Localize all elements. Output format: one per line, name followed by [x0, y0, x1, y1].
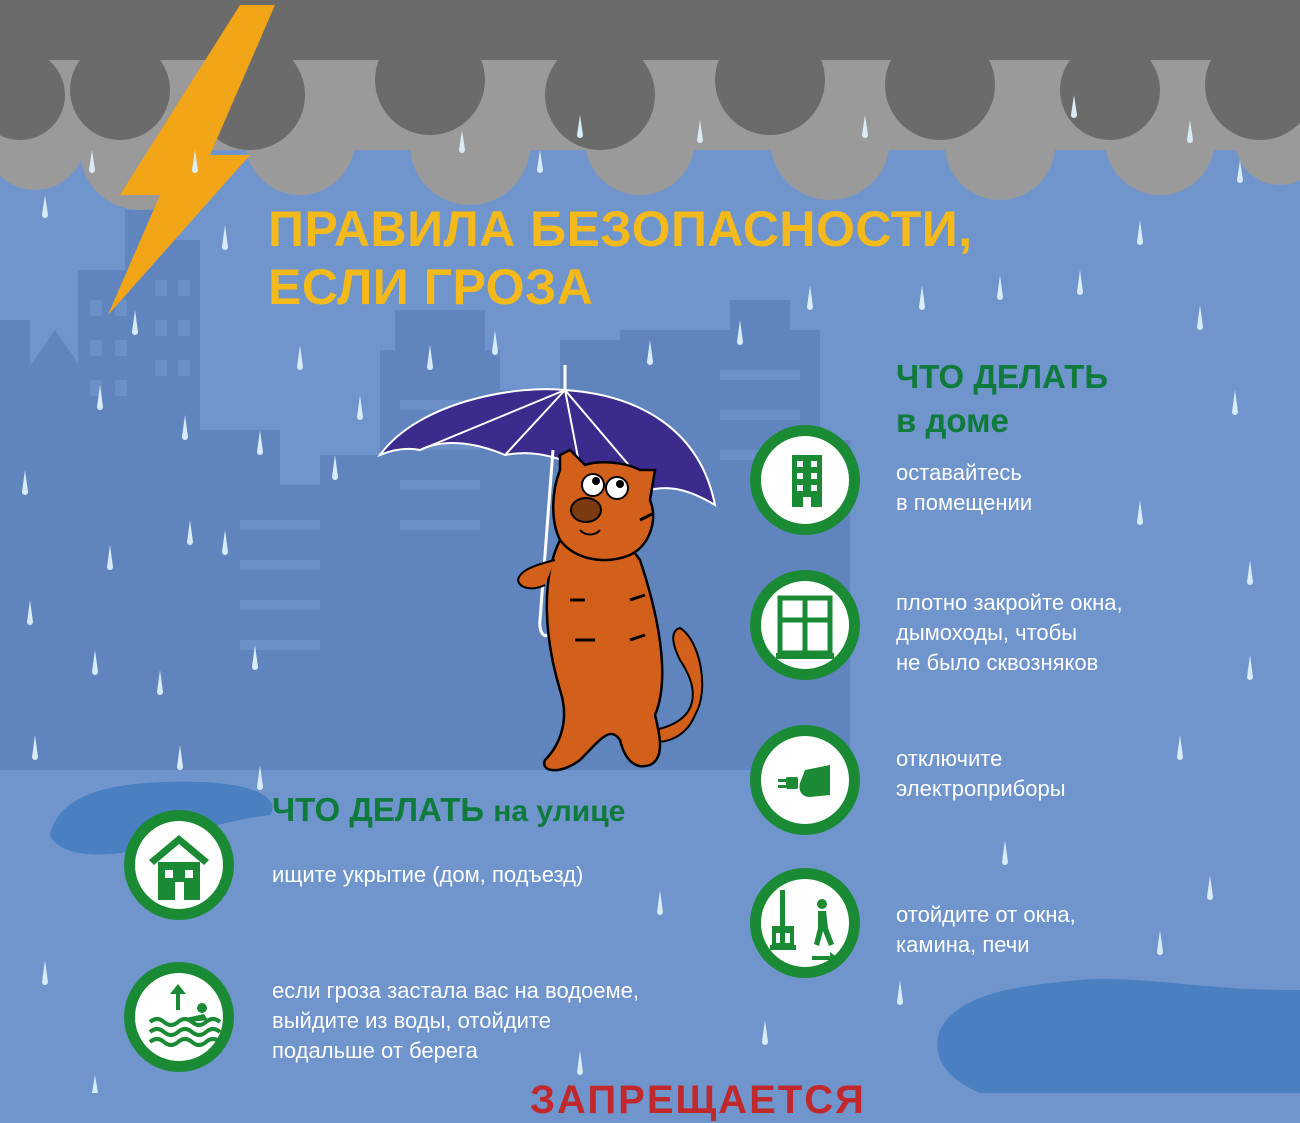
unplug-icon [750, 725, 860, 835]
home-item-stay-inside: оставайтесь в помещении [896, 460, 1033, 515]
street-item-find-shelter: ищите укрытие (дом, подъезд) [272, 862, 584, 887]
house-icon [124, 810, 234, 920]
home-item-unplug-appliances: отключите электроприборы [896, 746, 1066, 801]
street-heading-small: на улице [493, 795, 626, 828]
prohibited-heading-partial: ЗАПРЕЩАЕТСЯ [530, 1078, 866, 1122]
walk-away-icon [750, 868, 860, 978]
title-line-2: ЕСЛИ ГРОЗА [268, 259, 594, 315]
home-heading-line-2: в доме [896, 402, 1009, 439]
street-section-heading [272, 790, 625, 832]
street-item-leave-water: если гроза застала вас на водоеме, выйдите из воды, отойдите подальше от берега [272, 978, 639, 1063]
window-icon [750, 570, 860, 680]
title-line-1: ПРАВИЛА БЕЗОПАСНОСТИ, [268, 201, 973, 257]
puddle-right [937, 979, 1300, 1093]
home-heading-line-1: ЧТО ДЕЛАТЬ [896, 358, 1109, 395]
home-item-move-away-window: отойдите от окна, камина, печи [896, 902, 1076, 957]
home-item-close-windows: плотно закройте окна, дымоходы, чтобы не было сквозняков [896, 590, 1123, 675]
building-icon [750, 425, 860, 535]
swimmer-icon [124, 962, 234, 1072]
home-section-heading [896, 355, 1108, 443]
page-title [268, 200, 973, 316]
street-heading-main: ЧТО ДЕЛАТЬ [272, 791, 485, 828]
